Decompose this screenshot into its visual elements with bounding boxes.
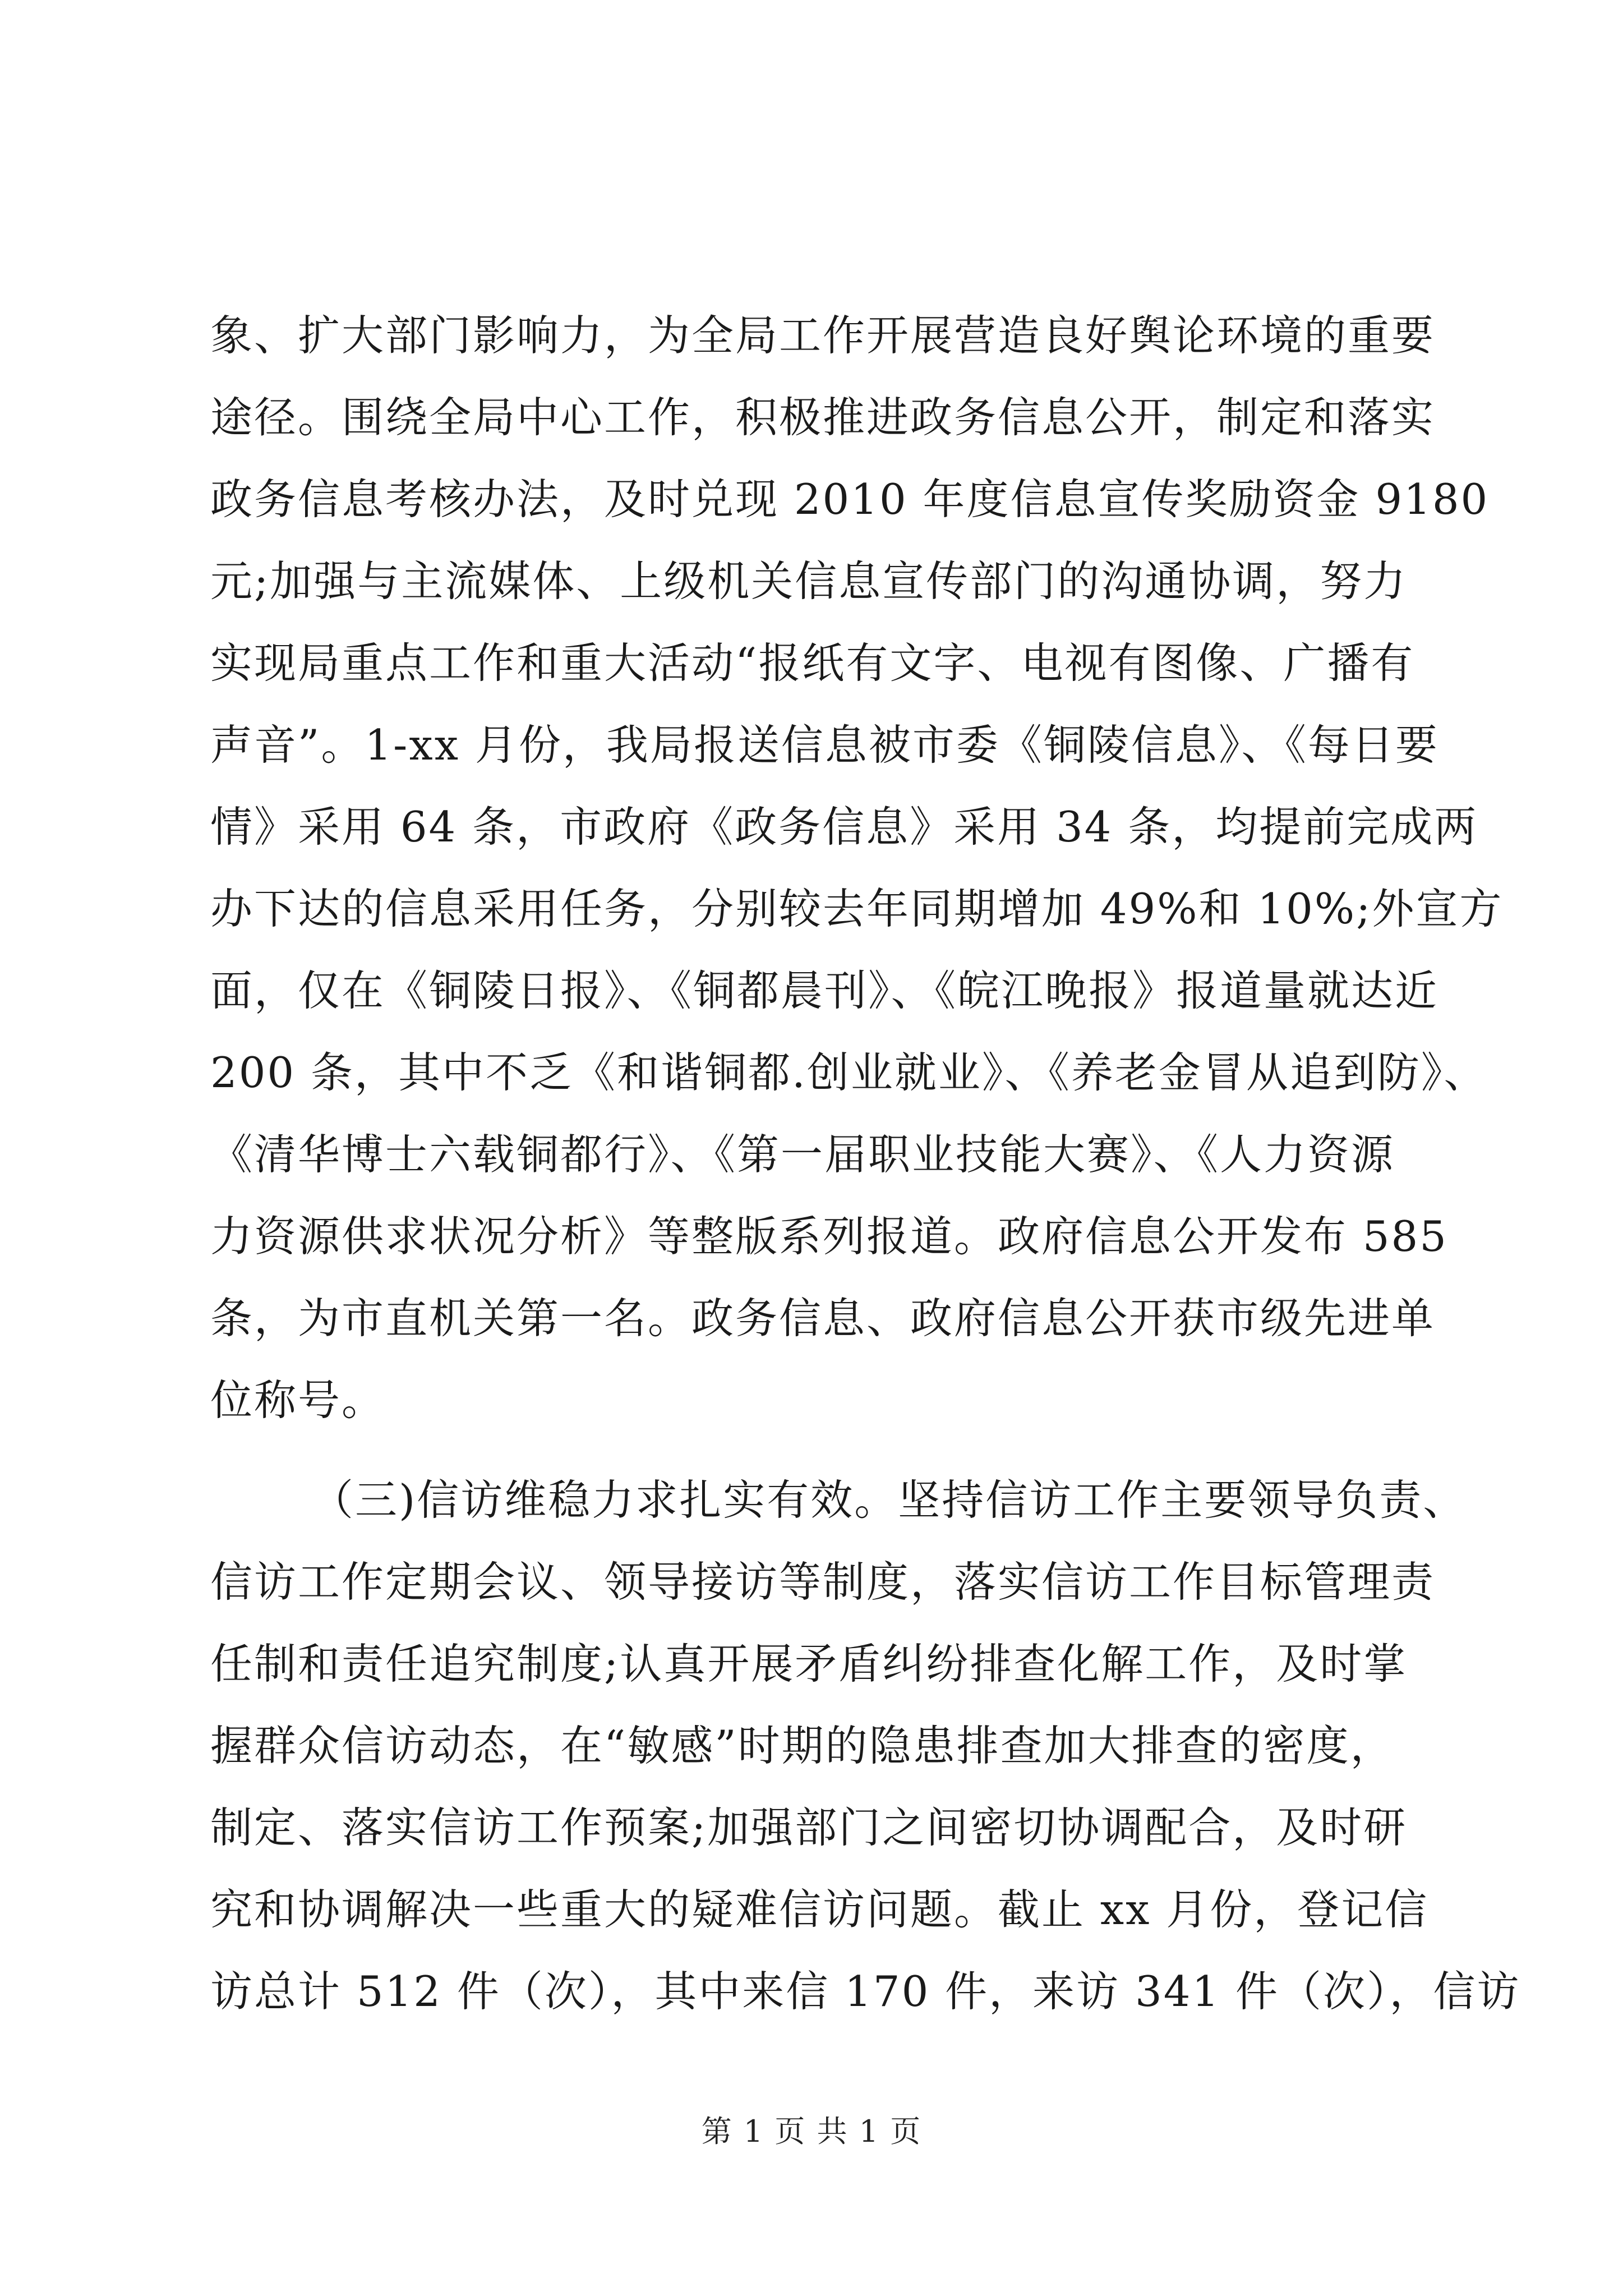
text-line: 位称号。 <box>210 1375 386 1425</box>
page-number-label: 第 1 页 共 1 页 <box>701 2114 922 2149</box>
text-line: 制定、落实信访工作预案;加强部门之间密切协调配合，及时研 <box>210 1803 1408 1852</box>
text-line: 面，仅在《铜陵日报》、《铜都晨刊》、《皖江晚报》报道量就达近 <box>210 966 1439 1015</box>
text-line: 握群众信访动态，在“敏感”时期的隐患排查加大排查的密度， <box>210 1721 1394 1770</box>
section-heading-line: （三)信访维稳力求扎实有效。坚持信访工作主要领导负责、 <box>311 1475 1467 1525</box>
text-line: 信访工作定期会议、领导接访等制度，落实信访工作目标管理责 <box>210 1557 1436 1607</box>
text-line: 访总计 512 件（次），其中来信 170 件，来访 341 件（次），信访 <box>210 1967 1521 2016</box>
text-line: 情》采用 64 条，市政府《政务信息》采用 34 条，均提前完成两 <box>210 802 1478 852</box>
text-line: 实现局重点工作和重大活动“报纸有文字、电视有图像、广播有 <box>210 638 1415 688</box>
text-line: 任制和责任追究制度;认真开展矛盾纠纷排查化解工作，及时掌 <box>210 1639 1408 1688</box>
text-line: 条，为市直机关第一名。政务信息、政府信息公开获市级先进单 <box>210 1294 1436 1343</box>
text-line: 声音”。1-xx 月份，我局报送信息被市委《铜陵信息》、《每日要 <box>210 720 1439 770</box>
text-line: 象、扩大部门影响力，为全局工作开展营造良好舆论环境的重要 <box>210 311 1436 360</box>
text-line: 200 条，其中不乏《和谐铜都.创业就业》、《养老金冒从追到防》、 <box>210 1048 1488 1097</box>
text-line: 力资源供求状况分析》等整版系列报道。政府信息公开发布 585 <box>210 1212 1448 1261</box>
page-footer <box>0 2109 1623 2154</box>
text-line: 《清华博士六载铜都行》、《第一届职业技能大赛》、《人力资源 <box>210 1130 1395 1179</box>
text-line: 元;加强与主流媒体、上级机关信息宣传部门的沟通协调，努力 <box>210 556 1408 606</box>
text-line: 途径。围绕全局中心工作，积极推进政务信息公开，制定和落实 <box>210 393 1436 442</box>
text-line: 政务信息考核办法，及时兑现 2010 年度信息宣传奖励资金 9180 <box>210 475 1490 524</box>
text-line: 办下达的信息采用任务，分别较去年同期增加 49%和 10%;外宣方 <box>210 884 1504 933</box>
text-line: 究和协调解决一些重大的疑难信访问题。截止 xx 月份，登记信 <box>210 1885 1429 1934</box>
document-body <box>210 295 1521 2032</box>
